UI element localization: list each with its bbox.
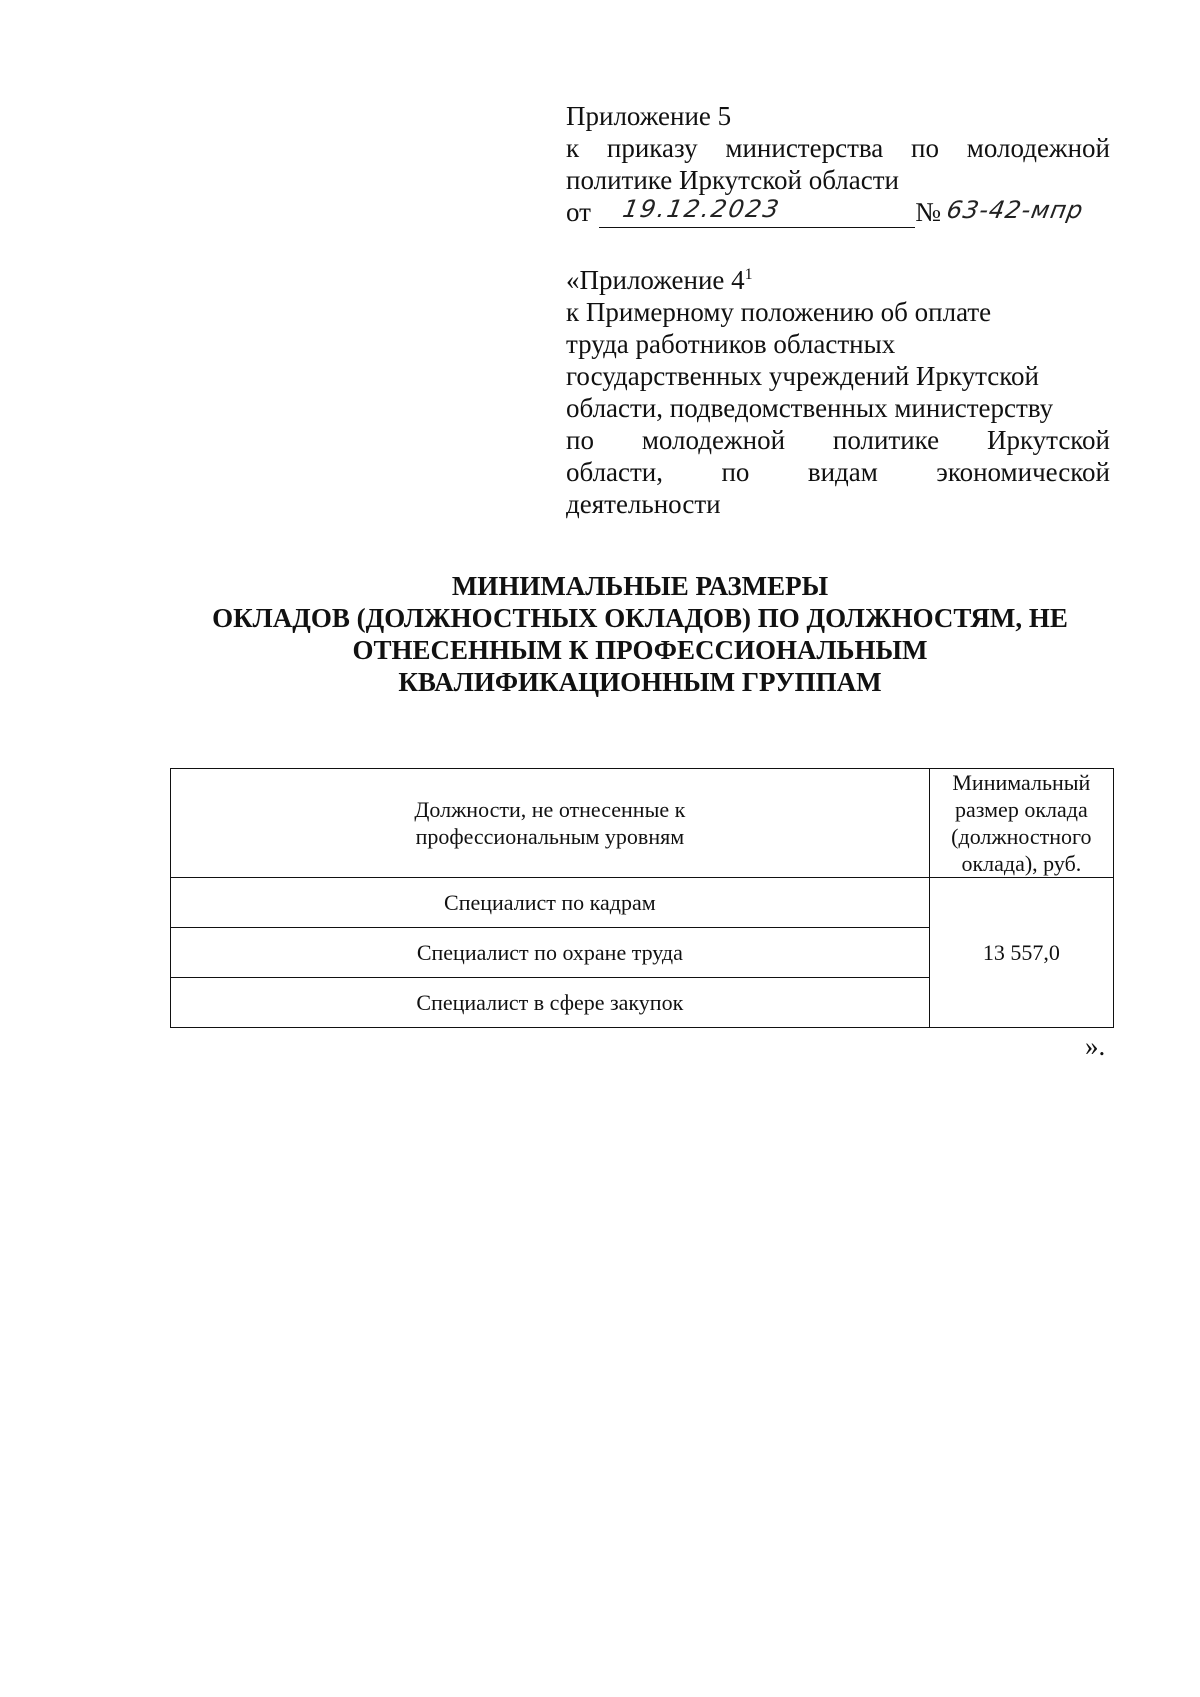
document-title bbox=[150, 570, 1130, 698]
annex-4-line: деятельности bbox=[566, 489, 721, 519]
annex-4-line: государственных учреждений Иркутской bbox=[566, 361, 1039, 391]
salary-table bbox=[170, 768, 1114, 1028]
number-prefix: № bbox=[915, 197, 941, 227]
header-positions: Должности, не отнесенные к профессиональным уровням bbox=[171, 769, 930, 878]
table-row bbox=[171, 878, 1114, 928]
position-cell: Специалист по кадрам bbox=[171, 878, 930, 928]
number-field bbox=[941, 198, 1110, 228]
annex-label: Приложение 5 bbox=[566, 101, 732, 131]
header-salary: Минимальный размер оклада (должностного оклада), руб. bbox=[929, 769, 1113, 878]
annex-4-block bbox=[566, 264, 1110, 520]
title-line: ОТНЕСЕННЫМ К ПРОФЕССИОНАЛЬНЫМ bbox=[352, 635, 928, 665]
annex-4-line: области, подведомственных министерству bbox=[566, 393, 1054, 423]
date-prefix: от bbox=[566, 197, 591, 227]
annex-4-line: по молодежной политике Иркутской bbox=[566, 425, 1110, 455]
title-line: МИНИМАЛЬНЫЕ РАЗМЕРЫ bbox=[451, 571, 829, 601]
position-cell: Специалист по охране труда bbox=[171, 928, 930, 978]
closing-quote-mark: ». bbox=[1085, 1031, 1106, 1061]
position-cell: Специалист в сфере закупок bbox=[171, 978, 930, 1028]
handwritten-date: 19.12.2023 bbox=[620, 195, 783, 223]
order-reference-line-2: политике Иркутской области bbox=[566, 165, 899, 195]
annex-4-line: к Примерному положению об оплате bbox=[566, 297, 992, 327]
title-line: КВАЛИФИКАЦИОННЫМ ГРУППАМ bbox=[398, 667, 882, 697]
date-number-row bbox=[566, 196, 1110, 228]
salary-cell: 13 557,0 bbox=[929, 878, 1113, 1028]
order-reference-line-1: к приказу министерства по молодежной bbox=[566, 133, 1110, 163]
annex-4-line: области, по видам экономической bbox=[566, 457, 1110, 487]
table-header-row bbox=[171, 769, 1114, 878]
approval-block bbox=[566, 100, 1110, 228]
annex-4-heading bbox=[566, 264, 1110, 296]
annex-4-line: труда работников областных bbox=[566, 329, 896, 359]
annex-4-superscript: 1 bbox=[744, 266, 753, 283]
date-field bbox=[599, 197, 915, 228]
handwritten-number: 63-42-мпр bbox=[944, 196, 1086, 224]
annex-4-label: «Приложение 4 bbox=[566, 265, 745, 295]
title-line: ОКЛАДОВ (ДОЛЖНОСТНЫХ ОКЛАДОВ) ПО ДОЛЖНОСТЯМ, НЕ bbox=[212, 603, 1068, 633]
